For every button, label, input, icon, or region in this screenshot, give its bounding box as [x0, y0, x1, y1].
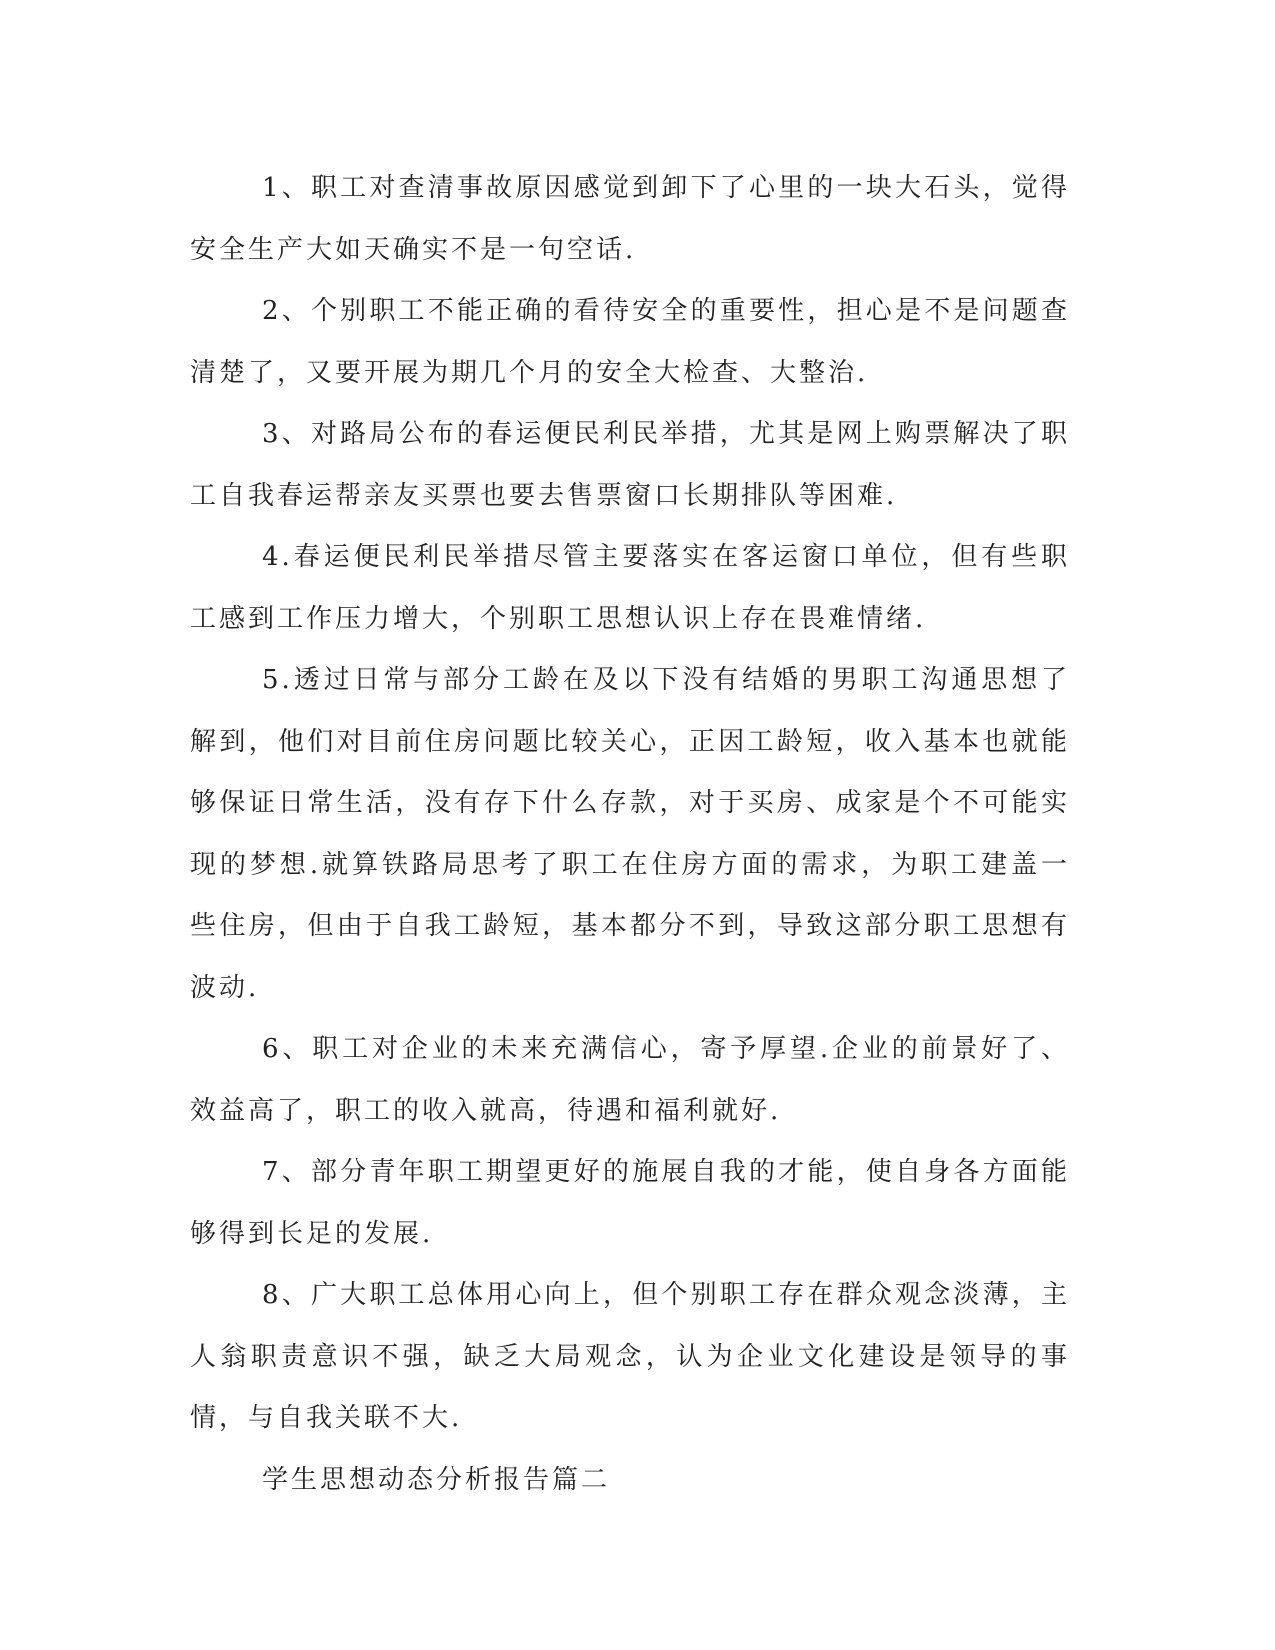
paragraph-2: 2、个别职工不能正确的看待安全的重要性，担心是不是问题查清楚了，又要开展为期几个月的安全大检查、大整治.	[190, 296, 1070, 388]
section-heading: 学生思想动态分析报告篇二	[262, 1464, 611, 1495]
paragraph-6: 6、职工对企业的未来充满信心，寄予厚望.企业的前景好了、效益高了，职工的收入就高，待遇和福利就好.	[190, 1034, 1070, 1126]
paragraph-3: 3、对路局公布的春运便民利民举措，尤其是网上购票解决了职工自我春运帮亲友买票也要去售票窗口长期排队等困难.	[190, 419, 1070, 511]
paragraph-1: 1、职工对查清事故原因感觉到卸下了心里的一块大石头，觉得安全生产大如天确实不是一句空话.	[190, 173, 1070, 265]
paragraph-4: 4.春运便民利民举措尽管主要落实在客运窗口单位，但有些职工感到工作压力增大，个别职工思想认识上存在畏难情绪.	[190, 542, 1070, 634]
paragraph-8: 8、广大职工总体用心向上，但个别职工存在群众观念淡薄，主人翁职责意识不强，缺乏大局观念，认为企业文化建设是领导的事情，与自我关联不大.	[190, 1280, 1070, 1433]
document-body	[190, 158, 1070, 1511]
paragraph-7: 7、部分青年职工期望更好的施展自我的才能，使自身各方面能够得到长足的发展.	[190, 1157, 1070, 1249]
paragraph-5: 5.透过日常与部分工龄在及以下没有结婚的男职工沟通思想了解到，他们对目前住房问题比较关心，正因工龄短，收入基本也就能够保证日常生活，没有存下什么存款，对于买房、成家是个不可能实现的梦想.就算铁路局思考了职工在住房方面的需求，为职工建盖一些住房，但由于自我工龄短，基本都分不到，导致这部分职工思想有波动.	[190, 665, 1070, 1003]
